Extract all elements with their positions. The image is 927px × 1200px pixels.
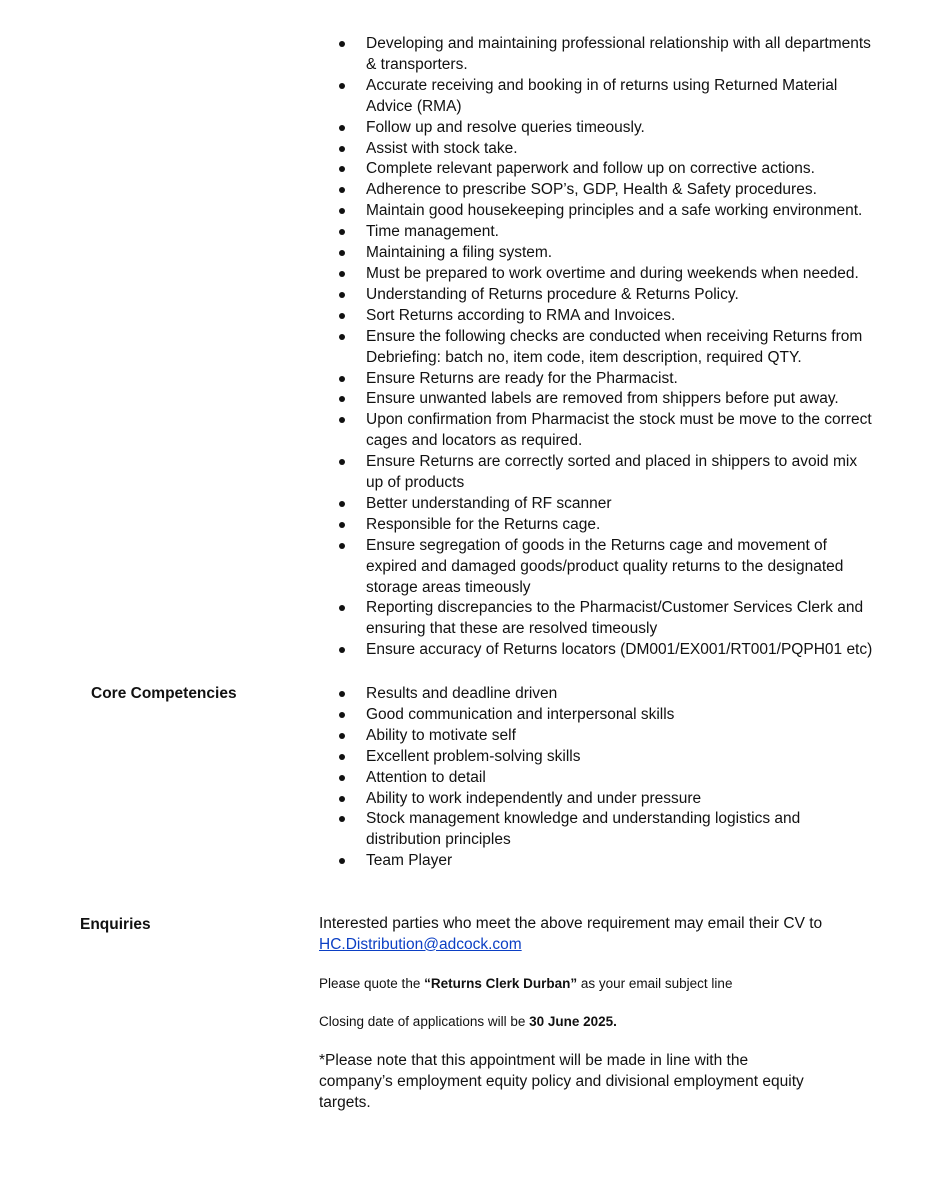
list-item-text: Team Player [366, 852, 453, 870]
list-item-text: Ensure the following checks are conducted when receiving Returns from Debriefing: batch no, item code, item description, required QTY. [366, 327, 863, 366]
list-item-text: Ensure unwanted labels are removed from shippers before put away. [366, 390, 839, 408]
list-item-text: Excellent problem-solving skills [366, 747, 581, 765]
list-item [336, 452, 876, 494]
list-item [336, 494, 876, 515]
bullet-icon [339, 250, 345, 256]
list-item [336, 243, 876, 264]
list-item [336, 264, 876, 285]
list-item-text: Results and deadline driven [366, 685, 558, 702]
list-item-text: Adherence to prescribe SOP’s, GDP, Health & Safety procedures. [366, 181, 817, 199]
email-link[interactable]: HC.Distribution@adcock.com [319, 935, 522, 953]
list-item-text: Understanding of Returns procedure & Returns Policy. [366, 285, 739, 303]
bullet-icon [339, 858, 345, 864]
list-item [336, 369, 876, 390]
list-item [336, 327, 876, 369]
list-item [336, 222, 876, 243]
email-subject-instruction [319, 975, 859, 993]
bullet-icon [339, 187, 345, 193]
list-item [336, 201, 876, 222]
list-item-text: Developing and maintaining professional relationship with all departments & transporters. [366, 35, 871, 73]
bullet-icon [339, 712, 345, 718]
list-item [336, 306, 876, 327]
bullet-icon [339, 83, 345, 89]
core-competencies-list [336, 684, 876, 872]
subject-suffix: as your email subject line [577, 976, 733, 991]
bullet-icon [339, 691, 345, 697]
list-item [336, 726, 876, 747]
bullet-icon [339, 605, 345, 611]
bullet-icon [339, 543, 345, 549]
bullet-icon [339, 166, 345, 172]
bullet-icon [339, 816, 345, 822]
bullet-icon [339, 647, 345, 653]
list-item-text: Maintain good housekeeping principles and a safe working environment. [366, 202, 863, 220]
list-item-text: Ability to work independently and under pressure [366, 789, 702, 807]
list-item [336, 789, 876, 810]
list-item-text: Responsible for the Returns cage. [366, 515, 601, 533]
list-item [336, 410, 876, 452]
list-item-text: Accurate receiving and booking in of returns using Returned Material Advice (RMA) [366, 76, 838, 115]
subject-value: “Returns Clerk Durban” [424, 976, 578, 991]
list-item-text: Must be prepared to work overtime and during weekends when needed. [366, 264, 859, 282]
list-item-text: Stock management knowledge and understanding logistics and distribution principles [366, 810, 801, 849]
bullet-icon [339, 733, 345, 739]
list-item-text: Ability to motivate self [366, 726, 516, 744]
list-item-text: Ensure Returns are correctly sorted and placed in shippers to avoid mix up of products [366, 453, 858, 492]
bullet-icon [339, 41, 345, 47]
list-item [336, 705, 876, 726]
closing-date-line [319, 1013, 859, 1031]
list-item-text: Assist with stock take. [366, 139, 518, 157]
bullet-icon [339, 775, 345, 781]
bullet-icon [339, 417, 345, 423]
list-item [336, 285, 876, 306]
bullet-icon [339, 125, 345, 131]
bullet-icon [339, 313, 345, 319]
bullet-icon [339, 396, 345, 402]
list-item [336, 389, 876, 410]
list-item [336, 809, 876, 851]
list-item [336, 768, 876, 789]
list-item-text: Attention to detail [366, 768, 486, 786]
list-item [336, 851, 876, 872]
list-item [336, 118, 876, 139]
list-item [336, 640, 876, 661]
closing-prefix: Closing date of applications will be [319, 1014, 530, 1029]
subject-prefix: Please quote the [319, 976, 425, 991]
bullet-icon [339, 334, 345, 340]
duties-list [336, 34, 876, 661]
bullet-icon [339, 796, 345, 802]
list-item-text: Maintaining a filing system. [366, 244, 553, 262]
bullet-icon [339, 522, 345, 528]
bullet-icon [339, 271, 345, 277]
list-item [336, 34, 876, 76]
list-item-text: Reporting discrepancies to the Pharmacist/Customer Services Clerk and ensuring that these are resolved timeously [366, 599, 864, 638]
list-item-text: Ensure accuracy of Returns locators (DM001/EX001/RT001/PQPH01 etc) [366, 641, 873, 659]
list-item-text: Upon confirmation from Pharmacist the stock must be move to the correct cages and locators as required. [366, 411, 872, 450]
list-item-text: Ensure Returns are ready for the Pharmacist. [366, 369, 678, 387]
bullet-icon [339, 376, 345, 382]
bullet-icon [339, 754, 345, 760]
bullet-icon [339, 459, 345, 465]
list-item [336, 76, 876, 118]
list-item [336, 684, 876, 705]
list-item-text: Better understanding of RF scanner [366, 494, 612, 512]
list-item [336, 139, 876, 160]
list-item [336, 515, 876, 536]
enquiries-label: Enquiries [80, 916, 151, 933]
list-item-text: Time management. [366, 223, 499, 241]
list-item [336, 536, 876, 599]
list-item [336, 159, 876, 180]
list-item [336, 180, 876, 201]
bullet-icon [339, 292, 345, 298]
bullet-icon [339, 146, 345, 152]
closing-date: 30 June 2025. [529, 1014, 617, 1029]
enquiries-intro-text: Interested parties who meet the above requirement may email their CV to [319, 915, 823, 932]
bullet-icon [339, 208, 345, 214]
bullet-icon [339, 229, 345, 235]
list-item-text: Complete relevant paperwork and follow up on corrective actions. [366, 160, 815, 178]
list-item-text: Good communication and interpersonal skills [366, 705, 675, 723]
list-item-text: Ensure segregation of goods in the Returns cage and movement of expired and damaged goods/product quality returns to the designated storage areas timeously [366, 536, 844, 596]
list-item-text: Follow up and resolve queries timeously. [366, 118, 645, 136]
list-item-text: Sort Returns according to RMA and Invoices. [366, 306, 676, 324]
employment-equity-note: *Please note that this appointment will be made in line with the company’s employment equity policy and divisional employment equity targets. [319, 1052, 804, 1111]
core-competencies-label: Core Competencies [91, 685, 237, 702]
list-item [336, 747, 876, 768]
enquiries-intro [319, 914, 839, 956]
bullet-icon [339, 501, 345, 507]
list-item [336, 598, 876, 640]
